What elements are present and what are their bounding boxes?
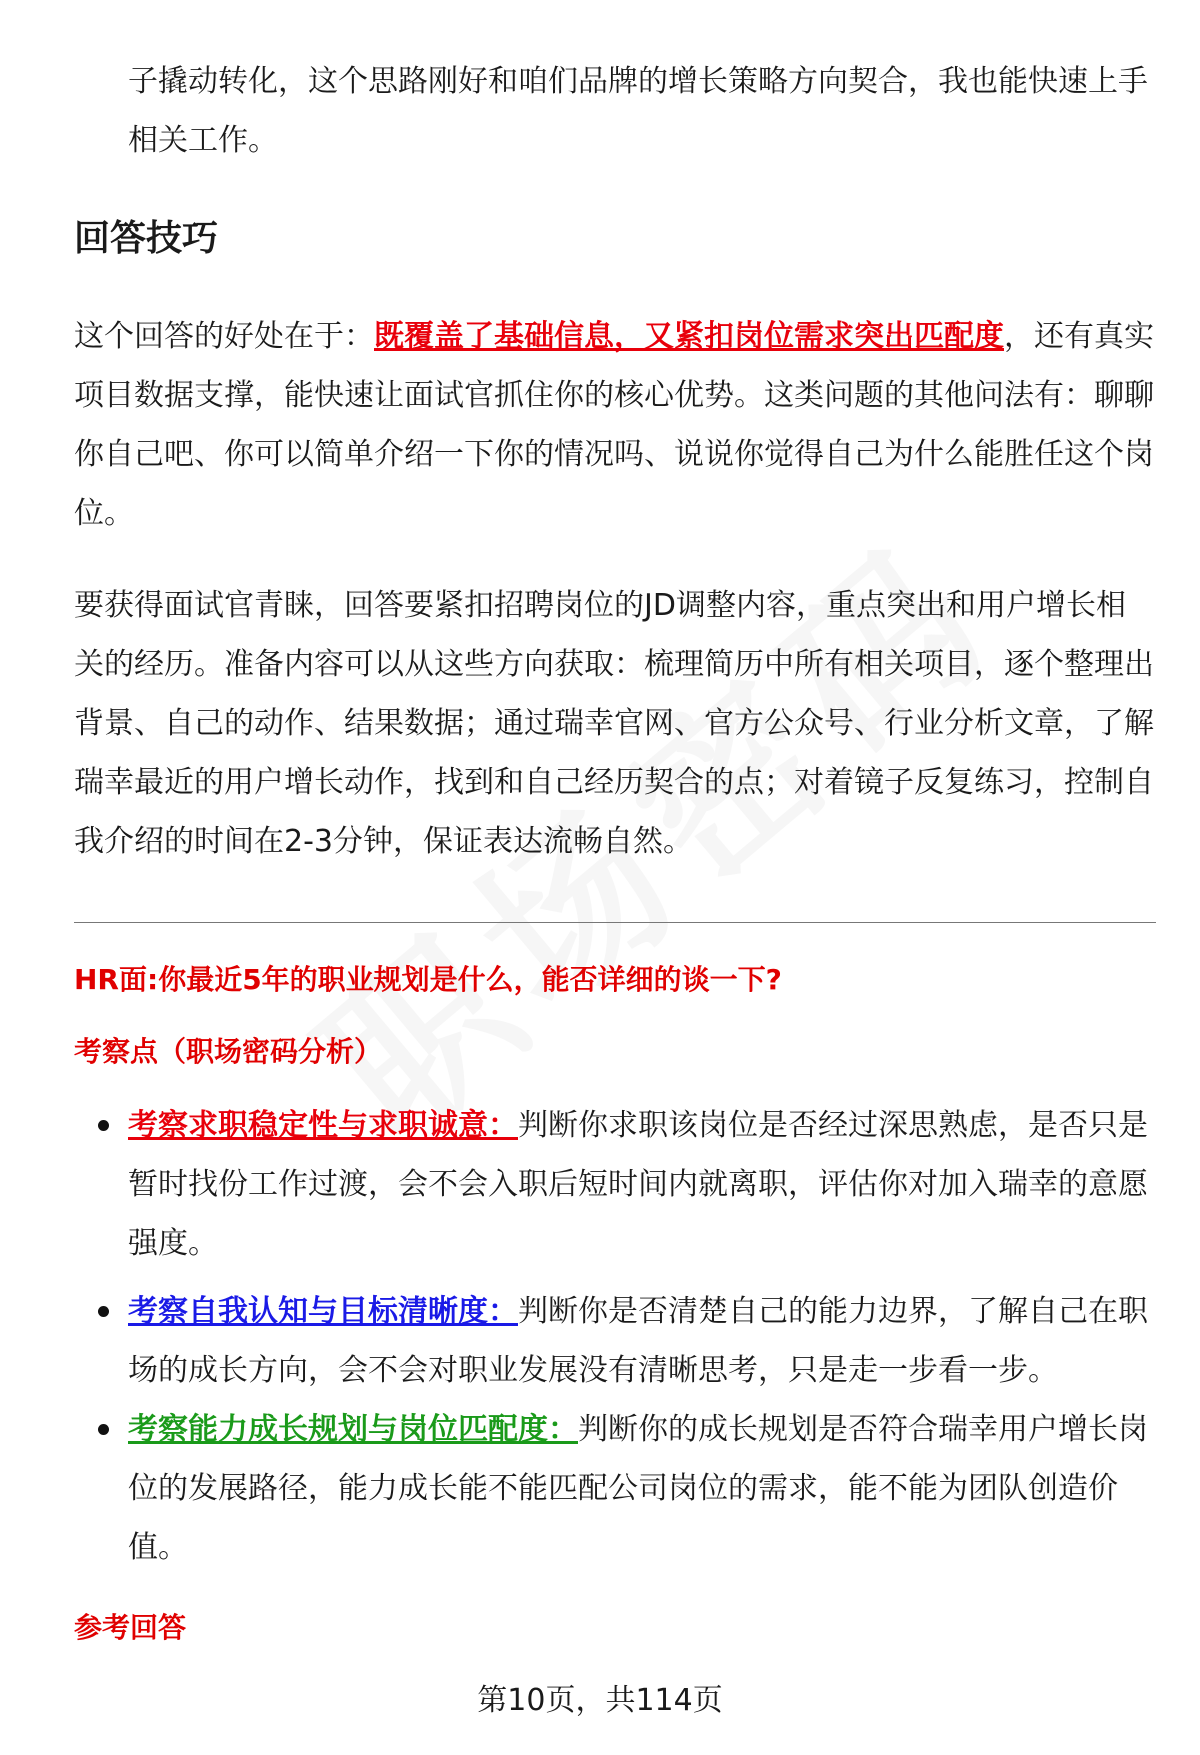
bullet-text: 判断你是否清楚自己的能力边界，了解自己在职场的成长方向，会不会对职业发展没有清晰思考，只是走一步看一步。 <box>128 1294 1148 1388</box>
tips-paragraph-1 <box>74 307 1154 543</box>
bullet-text: 判断你求职该岗位是否经过深思熟虑，是否只是暂时找份工作过渡，会不会入职后短时间内就离职，评估你对加入瑞幸的意愿强度。 <box>128 1108 1148 1261</box>
top-paragraph: 子撬动转化，这个思路刚好和咱们品牌的增长策略方向契合，我也能快速上手相关工作。 <box>128 64 1148 158</box>
bullet-dot-icon <box>98 1424 109 1435</box>
tips-suffix: ，还有真实项目数据支撑，能快速让面试官抓住你的核心优势。这类问题的其他问法有：聊聊你自己吧、你可以简单介绍一下你的情况吗、说说你觉得自己为什么能胜任这个岗位。 <box>74 319 1154 531</box>
page-footer: 第10页，共114页 <box>477 1683 723 1718</box>
section-divider <box>74 922 1156 923</box>
question-heading: HR面:你最近5年的职业规划是什么，能否详细的谈一下? <box>74 963 782 996</box>
bullet-label: 考察自我认知与目标清晰度： <box>128 1294 518 1329</box>
bullet-dot-icon <box>98 1306 109 1317</box>
bullet-item <box>128 1282 1148 1400</box>
reference-heading: 参考回答 <box>74 1611 187 1644</box>
tips-prefix: 这个回答的好处在于： <box>74 319 374 354</box>
tips-paragraph-2: 要获得面试官青睐，回答要紧扣招聘岗位的JD调整内容，重点突出和用户增长相关的经历。准备内容可以从这些方向获取：梳理简历中所有相关项目，逐个整理出背景、自己的动作、结果数据；通过瑞幸官网、官方公众号、行业分析文章，了解瑞幸最近的用户增长动作，找到和自己经历契合的点；对着镜子反复练习，控制自我介绍的时间在2-3分钟，保证表达流畅自然。 <box>74 588 1154 859</box>
bullet-label: 考察能力成长规划与岗位匹配度： <box>128 1412 578 1447</box>
bullet-item <box>128 1096 1148 1273</box>
bullet-label: 考察求职稳定性与求职诚意： <box>128 1108 518 1143</box>
tips-heading: 回答技巧 <box>74 218 219 259</box>
tips-highlight: 既覆盖了基础信息，又紧扣岗位需求突出匹配度 <box>374 319 1004 354</box>
analysis-heading: 考察点（职场密码分析） <box>74 1035 383 1068</box>
bullet-text: 判断你的成长规划是否符合瑞幸用户增长岗位的发展路径，能力成长能不能匹配公司岗位的需求，能不能为团队创造价值。 <box>128 1412 1148 1565</box>
bullet-item <box>128 1400 1148 1577</box>
bullet-dot-icon <box>98 1120 109 1131</box>
